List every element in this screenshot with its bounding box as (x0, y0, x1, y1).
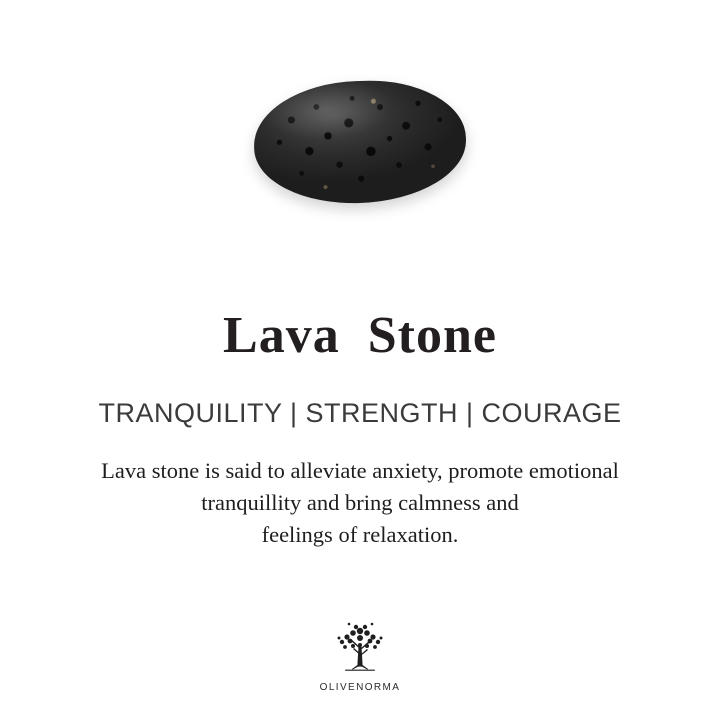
lava-stone-shape (252, 77, 468, 206)
description-line: feelings of relaxation. (261, 521, 459, 547)
description-line: tranquillity and bring calmness and (201, 489, 519, 515)
keyword-line: TRANQUILITY | STRENGTH | COURAGE (98, 398, 622, 428)
lava-stone-image (0, 12, 720, 272)
page-title: Lava Stone (223, 307, 497, 364)
brand-name: OLIVENORMA (319, 682, 401, 693)
lava-stone-highlight (252, 77, 468, 206)
brand-logo (0, 619, 720, 693)
description-line: Lava stone is said to alleviate anxiety, promote emotional (101, 458, 619, 483)
description (30, 455, 690, 551)
tree-logo-icon (329, 619, 391, 677)
